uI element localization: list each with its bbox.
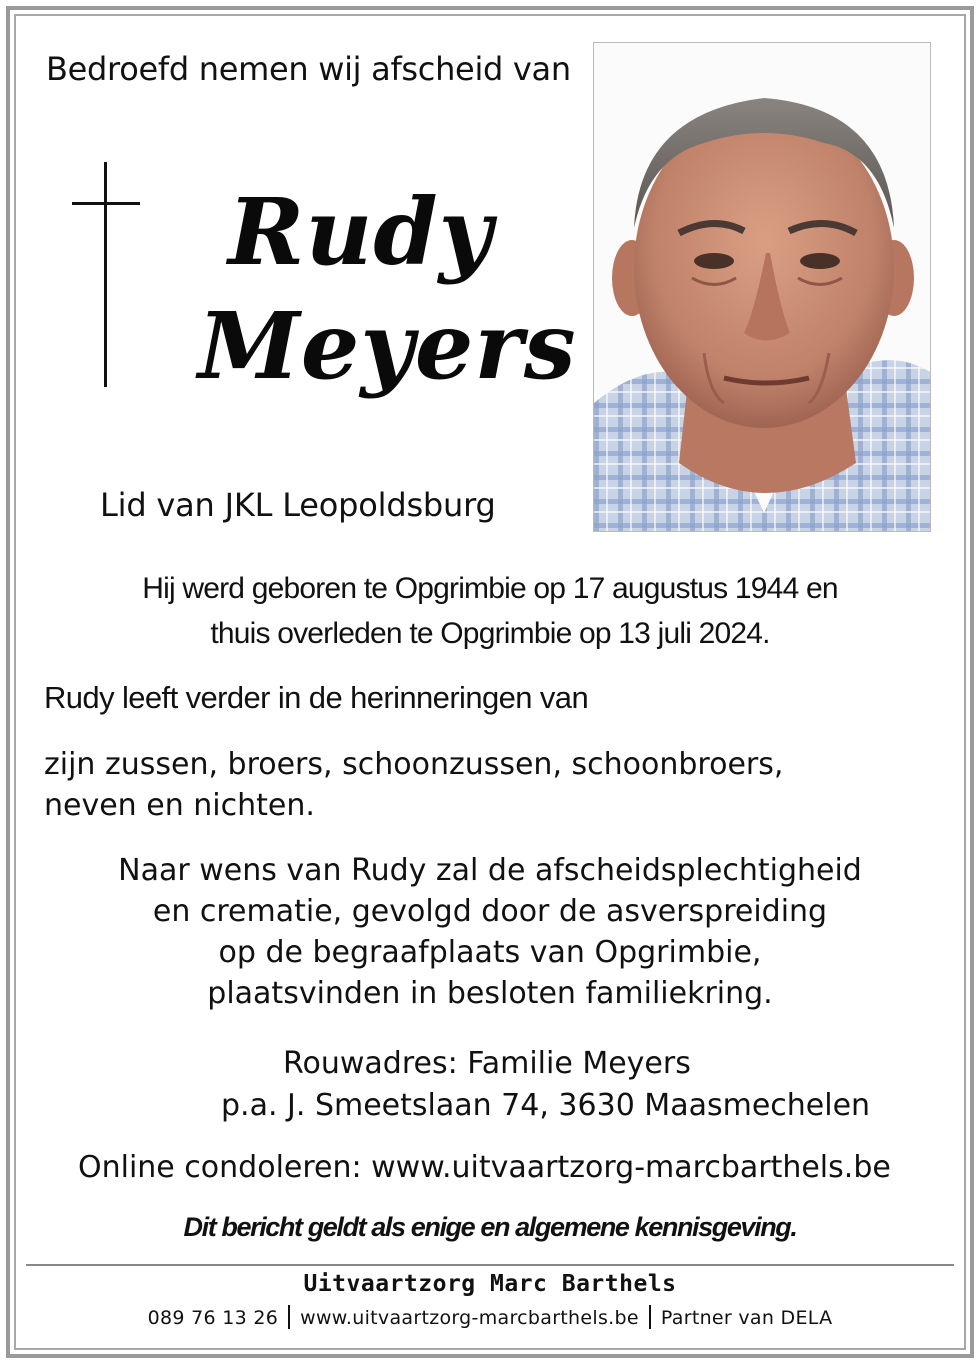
cross-icon [70,162,142,387]
birth-line: Hij werd geboren te Opgrimbie op 17 augustus 1944 en [142,572,838,605]
deceased-first-name: Rudy [228,178,494,286]
wish-line-3: op de begraafplaats van Opgrimbie, [218,935,762,970]
wish-line-2: en crematie, gevolgd door de asverspreiding [152,894,828,929]
ceremony-wish-text [0,850,980,1014]
footer-partner: Partner van DELA [660,1307,833,1329]
family-text [44,744,944,826]
birth-death-text [0,566,980,656]
death-line: thuis overleden te Opgrimbie op 13 juli 2024. [210,617,770,650]
footer-divider [26,1264,954,1266]
notice-text: Dit bericht geldt als enige en algemene kennisgeving. [183,1212,797,1242]
memories-heading: Rudy leeft verder in de herinneringen van [44,680,589,715]
portrait-photo [593,42,931,532]
mourning-address-name: Rouwadres: Familie Meyers [283,1046,691,1081]
wish-line-4: plaatsvinden in besloten familiekring. [207,976,773,1011]
online-condolences: Online condoleren: www.uitvaartzorg-marcbarthels.be [78,1150,891,1185]
family-line-2: neven en nichten. [44,788,315,823]
wish-line-1: Naar wens van Rudy zal de afscheidsplechtigheid [118,853,862,888]
footer-phone: 089 76 13 26 [147,1307,279,1329]
membership-text: Lid van JKL Leopoldsburg [100,486,496,524]
separator [288,1305,290,1329]
funeral-company-name: Uitvaartzorg Marc Barthels [303,1271,677,1297]
deceased-last-name: Meyers [198,292,577,400]
footer-website: www.uitvaartzorg-marcbarthels.be [300,1307,639,1329]
separator [649,1305,651,1329]
footer-contact [0,1305,980,1329]
mourning-address-street: p.a. J. Smeetslaan 74, 3630 Maasmechelen [221,1088,871,1123]
family-line-1: zijn zussen, broers, schoonzussen, schoonbroers, [44,747,784,782]
intro-text: Bedroefd nemen wij afscheid van [46,50,571,88]
